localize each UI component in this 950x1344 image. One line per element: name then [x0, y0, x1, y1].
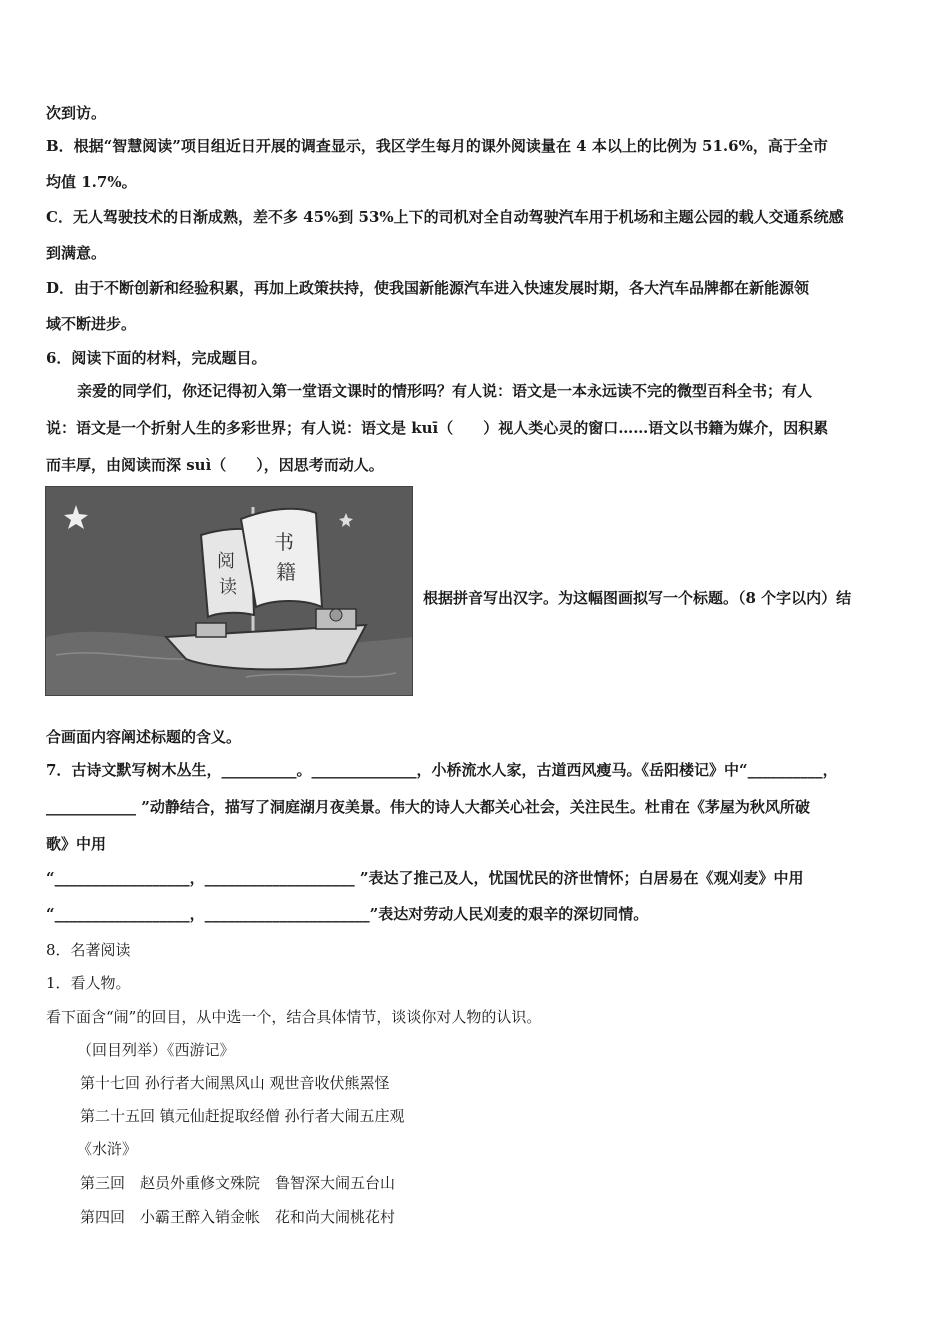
- option-d: D．由于不断创新和经验积累，再加上政策扶持，使我国新能源汽车进入快速发展时期，各大汽车品牌都在新能源领: [46, 279, 810, 297]
- option-c: C．无人驾驶技术的日渐成熟，差不多 45%到 53%上下的司机对全自动驾驶汽车用于机场和主题公园的载人交通系统感: [46, 208, 844, 226]
- chapter-item: 第三回 赵员外重修文殊院 鲁智深大闹五台山: [80, 1174, 396, 1192]
- option-d-cont: 域不断进步。: [46, 315, 137, 333]
- question-7-line-2: ____________ ”动静结合，描写了洞庭湖月夜美景。伟大的诗人大都关心社会，关注民生。杜甫在《茅屋为秋风所破: [46, 798, 810, 816]
- option-b: B．根据“智慧阅读”项目组近日开展的调查显示，我区学生每月的课外阅读量在 4 本以上的比例为 51.6%，高于全市: [46, 137, 828, 155]
- sail-char-3: 书: [274, 530, 294, 554]
- question-8-sub-1: 1．看人物。: [46, 974, 131, 992]
- chapter-list-title: （回目列举）《西游记》: [77, 1041, 235, 1059]
- chapter-item: 第四回 小霸王醉入销金帐 花和尚大闹桃花村: [80, 1208, 396, 1226]
- sail-right: [241, 509, 322, 607]
- sail-char-4: 籍: [276, 560, 296, 584]
- chapter-item: 第十七回 孙行者大闹黑风山 观世音收伏熊罴怪: [80, 1074, 390, 1092]
- sail-char-1: 阅: [217, 551, 235, 572]
- option-b-cont: 均值 1.7%。: [46, 173, 137, 191]
- reading-ship-illustration: [45, 486, 413, 696]
- passage-line-1: 亲爱的同学们，你还记得初入第一堂语文课时的情形吗？有人说：语文是一本永远读不完的微型百科全书；有人: [77, 382, 813, 400]
- option-a-tail: 次到访。: [46, 104, 107, 122]
- passage-line-2: 说：语文是一个折射人生的多彩世界；有人说：语文是 kuī（ ）视人类心灵的窗口……语文以书籍为媒介，因积累: [46, 419, 829, 437]
- question-8-instruction: 看下面含“闹”的回目，从中选一个，结合具体情节，谈谈你对人物的认识。: [46, 1008, 542, 1026]
- question-7-line-5: “__________________，______________________”表达对劳动人民刈麦的艰辛的深切同情。: [46, 905, 649, 923]
- passage-line-3: 而丰厚，由阅读而深 suì（ ），因思考而动人。: [46, 456, 384, 474]
- option-c-cont: 到满意。: [46, 244, 107, 262]
- sail-char-2: 读: [219, 577, 237, 598]
- question-6-title: 6．阅读下面的材料，完成题目。: [46, 349, 267, 367]
- question-7-line-1: 7．古诗文默写树木丛生，__________。______________，小桥流水人家，古道西风瘦马。《岳阳楼记》中“__________，: [46, 761, 838, 779]
- question-7-line-3: 歌》中用: [46, 835, 107, 853]
- chapter-item: 第二十五回 镇元仙赶捉取经僧 孙行者大闹五庄观: [80, 1107, 405, 1125]
- book-title: 《水浒》: [77, 1140, 138, 1158]
- question-6-prompt-cont: 合画面内容阐述标题的含义。: [46, 728, 242, 746]
- question-7-line-4: “__________________，____________________ ”表达了推己及人，忧国忧民的济世情怀；白居易在《观刈麦》中用: [46, 869, 804, 887]
- question-6-prompt: 根据拼音写出汉字。为这幅图画拟写一个标题。（8 个字以内）结: [423, 589, 852, 607]
- question-8-title: 8．名著阅读: [46, 941, 131, 959]
